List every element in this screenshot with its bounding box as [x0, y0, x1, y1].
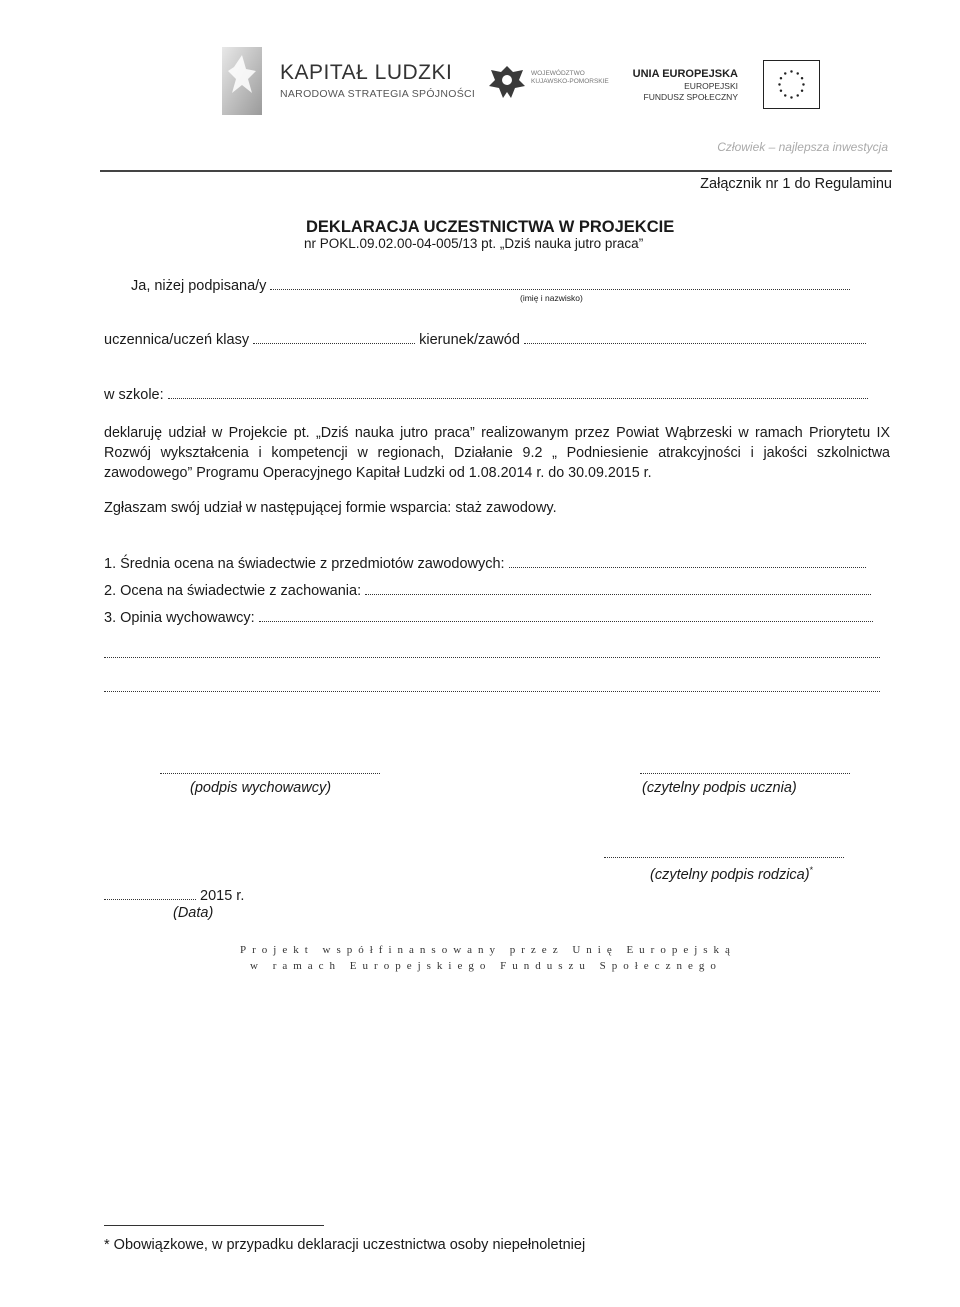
- date-label: (Data): [173, 905, 214, 921]
- eu-logo: [620, 60, 820, 110]
- kapital-ludzki-title: KAPITAŁ LUDZKI: [280, 61, 453, 84]
- document-title: DEKLARACJA UCZESTNICTWA W PROJEKCIE: [306, 218, 675, 236]
- teacher-signature-label: (podpis wychowawcy): [190, 780, 332, 796]
- teacher-signature-line[interactable]: [160, 772, 380, 774]
- declaration-text: deklaruję udział w Projekcie pt. „Dziś nauka jutro praca” realizowanym przez Powiat Wąbrzeski w ramach Priorytetu IX Rozwój wykształcenia i kompetencji w regionach, Działanie 9.2 „ Podniesienie atrakcyjności i jakości szkolnictwa zawodowego” Programu Operacyjnego Kapitał Ludzki od 1.08.2014 r. do 30.09.2015 r.: [104, 425, 890, 481]
- parent-signature-text: (czytelny podpis rodzica): [650, 866, 810, 883]
- school-field[interactable]: [168, 386, 868, 399]
- support-form-text: Zgłaszam swój udział w następującej formie wsparcia: staż zawodowy.: [104, 500, 557, 516]
- item-2-label: 2. Ocena na świadectwie z zachowania:: [104, 583, 362, 599]
- student-signature-line[interactable]: [640, 772, 850, 774]
- item-2: [104, 582, 871, 599]
- class-label: uczennica/uczeń klasy: [104, 332, 250, 348]
- cofunding-line-2: w ramach Europejskiego Funduszu Społecznego: [250, 960, 722, 972]
- kapital-ludzki-emblem-icon: [222, 47, 262, 115]
- parent-signature-line[interactable]: [604, 856, 844, 858]
- eu-fund-line2: FUNDUSZ SPOŁECZNY: [643, 92, 738, 102]
- vocational-grade-field[interactable]: [509, 555, 866, 568]
- annex-label: Załącznik nr 1 do Regulaminu: [700, 176, 892, 192]
- kapital-ludzki-logo: [222, 47, 476, 117]
- behavior-grade-field[interactable]: [365, 582, 871, 595]
- student-signature-label: (czytelny podpis ucznia): [642, 780, 797, 796]
- teacher-opinion-field[interactable]: [259, 609, 873, 622]
- name-hint: (imię i nazwisko): [520, 293, 583, 303]
- motto: Człowiek – najlepsza inwestycja: [717, 140, 888, 154]
- kapital-ludzki-subtitle: NARODOWA STRATEGIA SPÓJNOŚCI: [280, 88, 476, 100]
- footnote-divider: [104, 1225, 324, 1226]
- eu-title: UNIA EUROPEJSKA: [632, 68, 738, 80]
- signed-line: [131, 277, 850, 294]
- parent-signature-mark: *: [809, 865, 814, 875]
- class-field[interactable]: [253, 331, 415, 344]
- parent-signature-label: [650, 865, 813, 883]
- signed-label: Ja, niżej podpisana/y: [131, 278, 267, 294]
- cofunding-line-1: Projekt współfinansowany przez Unię Europejską: [240, 944, 736, 956]
- opinion-line-3[interactable]: [104, 690, 880, 692]
- footnote: * Obowiązkowe, w przypadku deklaracji uczestnictwa osoby niepełnoletniej: [104, 1237, 586, 1253]
- direction-label: kierunek/zawód: [419, 332, 520, 348]
- voivodeship-text: WOJEWÓDZTWO KUJAWSKO-POMORSKIE: [531, 70, 609, 85]
- item-3-label: 3. Opinia wychowawcy:: [104, 610, 255, 626]
- opinion-line-2[interactable]: [104, 656, 880, 658]
- item-3: [104, 609, 873, 626]
- direction-field[interactable]: [524, 331, 866, 344]
- eagle-crest-icon: [487, 62, 527, 102]
- class-line: [104, 331, 866, 348]
- document-subtitle: nr POKL.09.02.00-04-005/13 pt. „Dziś nauka jutro praca”: [304, 236, 644, 251]
- eu-flag-icon: [763, 60, 820, 109]
- school-label: w szkole:: [104, 387, 164, 403]
- name-field[interactable]: [270, 277, 850, 290]
- header-divider: [100, 170, 892, 172]
- date-field[interactable]: [104, 898, 196, 900]
- item-1: [104, 555, 866, 572]
- eu-fund-line1: EUROPEJSKI: [684, 81, 738, 91]
- school-line: [104, 386, 868, 403]
- date-year: 2015 r.: [200, 888, 245, 904]
- voivodeship-logo: [487, 62, 617, 102]
- item-1-label: 1. Średnia ocena na świadectwie z przedmiotów zawodowych:: [104, 556, 505, 572]
